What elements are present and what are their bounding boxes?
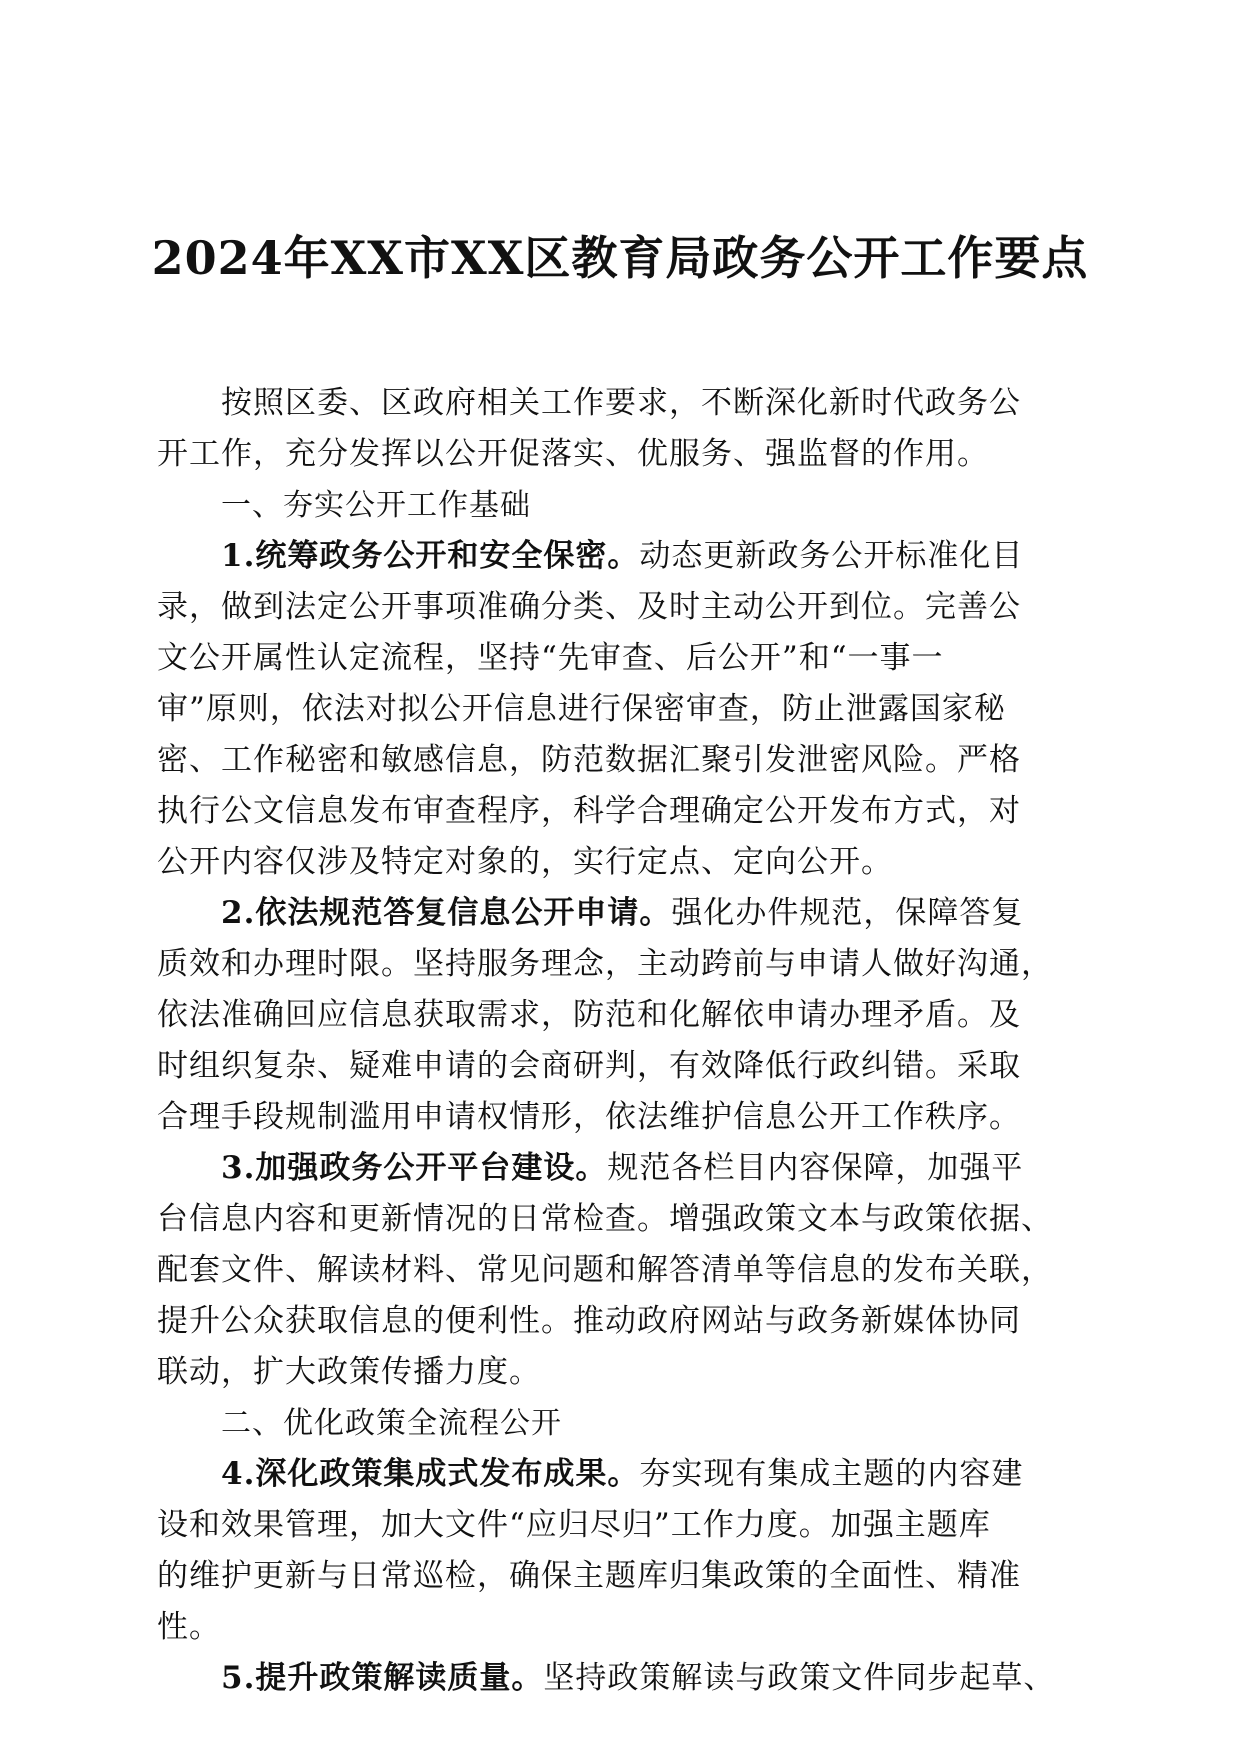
body-line: 提升公众获取信息的便利性。推动政府网站与政务新媒体协同 xyxy=(157,1303,1021,1339)
body-line: 时组织复杂、疑难申请的会商研判，有效降低行政纠错。采取 xyxy=(157,1048,1021,1084)
body-line: 合理手段规制滥用申请权情形，依法维护信息公开工作秩序。 xyxy=(157,1099,1021,1135)
item-text: 动态更新政务公开标准化目 xyxy=(639,538,1024,574)
body-line: 联动，扩大政策传播力度。 xyxy=(157,1354,541,1390)
body-line: 性。 xyxy=(157,1609,221,1645)
body-line: 台信息内容和更新情况的日常检查。增强政策文本与政策依据、 xyxy=(157,1201,1053,1237)
item-text: 夯实现有集成主题的内容建 xyxy=(639,1456,1024,1492)
item-first-line xyxy=(157,531,1089,582)
item-lead: 3.加强政务公开平台建设。 xyxy=(221,1150,608,1186)
body-line: 执行公文信息发布审查程序，科学合理确定公开发布方式，对 xyxy=(157,793,1021,829)
item-lead: 1.统筹政务公开和安全保密。 xyxy=(221,538,640,574)
item-lead: 2.依法规范答复信息公开申请。 xyxy=(221,895,672,931)
body-line: 设和效果管理，加大文件“应归尽归”工作力度。加强主题库 xyxy=(157,1507,991,1543)
body-line: 质效和办理时限。坚持服务理念，主动跨前与申请人做好沟通， xyxy=(157,946,1053,982)
intro-line: 按照区委、区政府相关工作要求，不断深化新时代政务公 xyxy=(221,385,1021,421)
document-title: 2024年XX市XX区教育局政务公开工作要点 xyxy=(151,231,1089,285)
item-lead: 5.提升政策解读质量。 xyxy=(221,1660,544,1696)
item-text: 坚持政策解读与政策文件同步起草、 xyxy=(543,1660,1056,1696)
intro-line: 开工作，充分发挥以公开促落实、优服务、强监督的作用。 xyxy=(157,436,989,472)
body-line: 密、工作秘密和敏感信息，防范数据汇聚引发泄密风险。严格 xyxy=(157,742,1021,778)
item-lead: 4.深化政策集成式发布成果。 xyxy=(221,1456,640,1492)
section-heading: 二、优化政策全流程公开 xyxy=(221,1406,562,1441)
item-first-line xyxy=(157,888,1089,939)
item-text: 强化办件规范，保障答复 xyxy=(671,895,1024,931)
document-body xyxy=(157,378,1089,1704)
body-line: 配套文件、解读材料、常见问题和解答清单等信息的发布关联， xyxy=(157,1252,1053,1288)
body-line: 文公开属性认定流程，坚持“先审查、后公开”和“一事一 xyxy=(157,640,944,676)
body-line: 的维护更新与日常巡检，确保主题库归集政策的全面性、精准 xyxy=(157,1558,1021,1594)
body-line: 公开内容仅涉及特定对象的，实行定点、定向公开。 xyxy=(157,844,893,880)
item-text: 规范各栏目内容保障，加强平 xyxy=(607,1150,1024,1186)
item-first-line xyxy=(157,1143,1089,1194)
body-line: 录，做到法定公开事项准确分类、及时主动公开到位。完善公 xyxy=(157,589,1021,625)
section-heading: 一、夯实公开工作基础 xyxy=(221,488,531,523)
item-first-line xyxy=(157,1449,1089,1500)
item-first-line xyxy=(157,1653,1089,1704)
body-line: 审”原则，依法对拟公开信息进行保密审查，防止泄露国家秘 xyxy=(157,691,1006,727)
body-line: 依法准确回应信息获取需求，防范和化解依申请办理矛盾。及 xyxy=(157,997,1021,1033)
